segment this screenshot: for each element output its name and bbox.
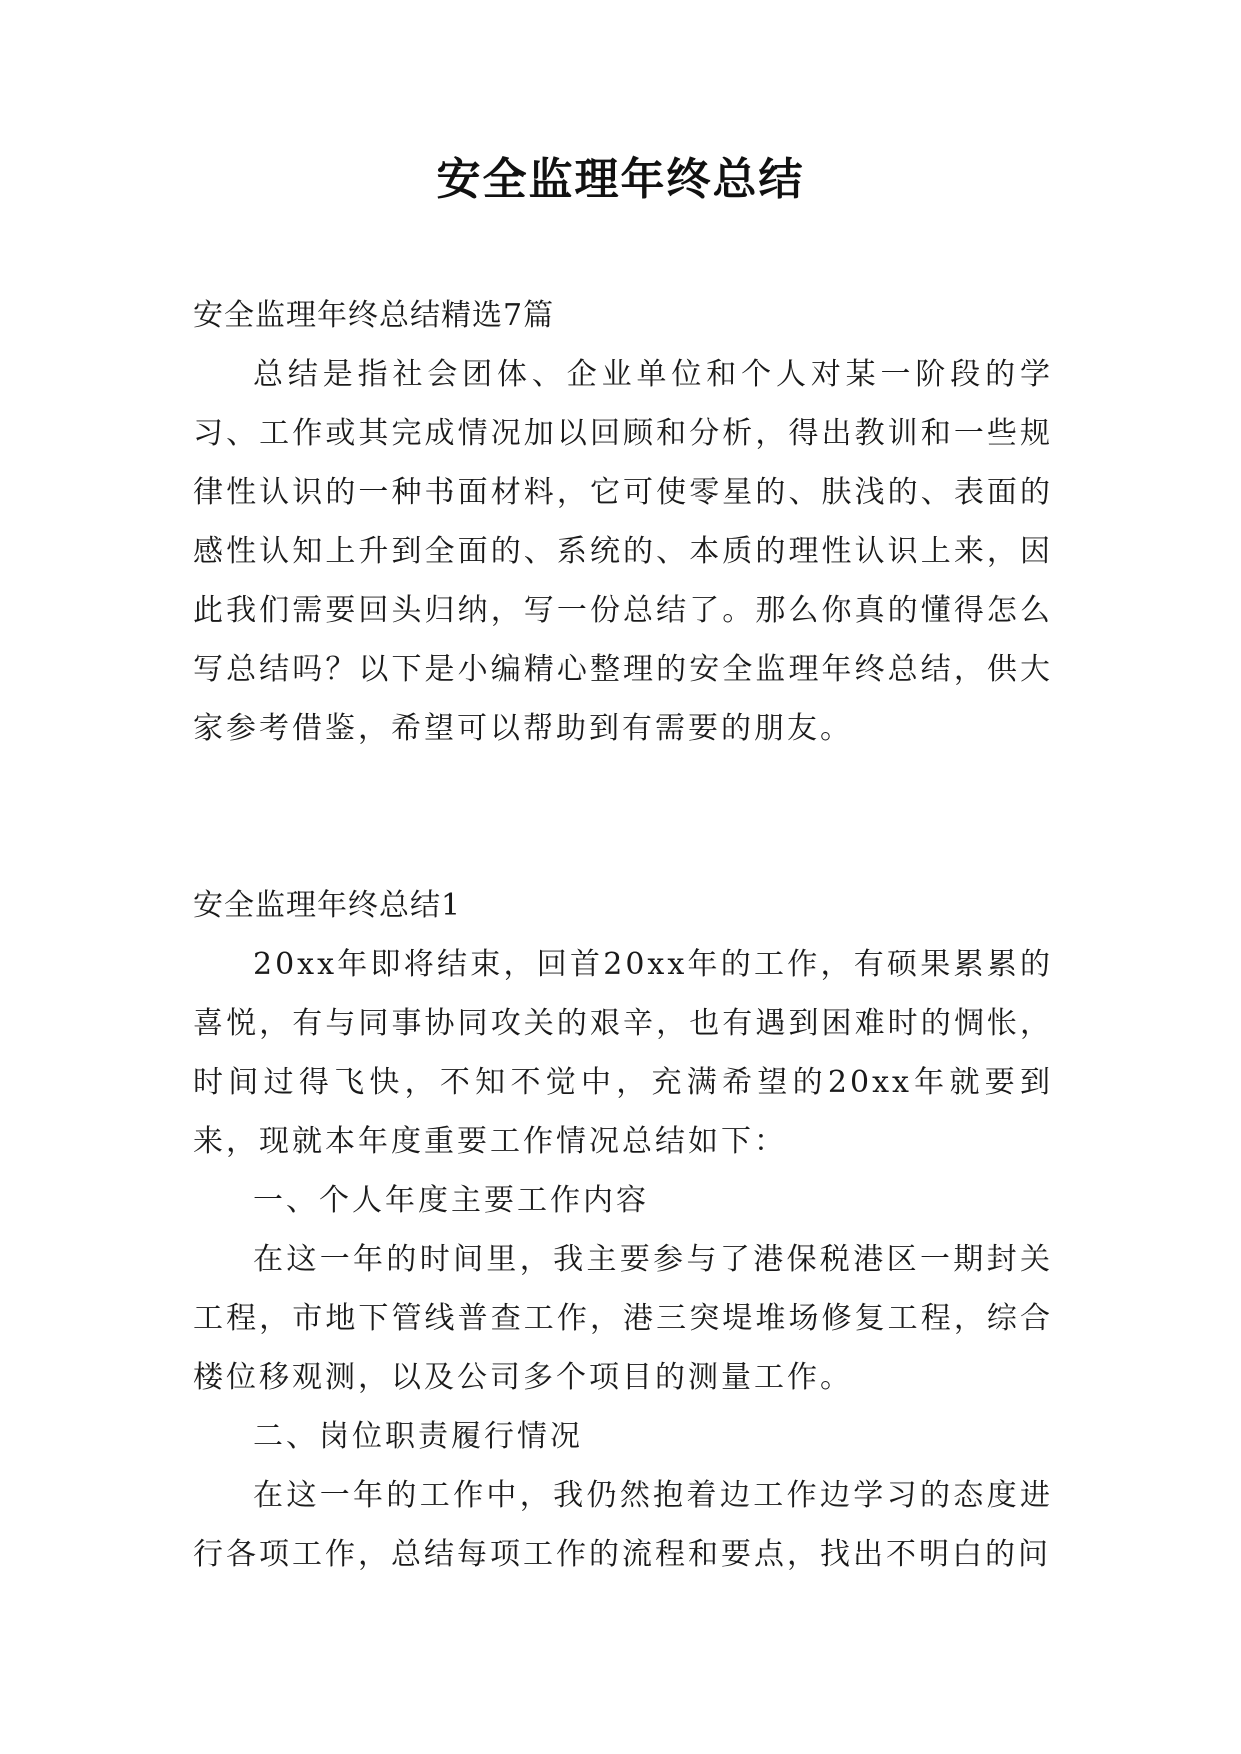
- section-1-paragraph-1: 20xx年即将结束，回首20xx年的工作，有硕果累累的喜悦，有与同事协同攻关的艰辛，也有遇到困难时的惆怅，时间过得飞快，不知不觉中，充满希望的20xx年就要到来，现就本年度重要工作情况总结如下：: [193, 947, 1053, 1159]
- section-1-paragraph-3: 在这一年的工作中，我仍然抱着边工作边学习的态度进行各项工作，总结每项工作的流程和要点，找出不明白的问: [193, 1478, 1053, 1572]
- intro-paragraph: 总结是指社会团体、企业单位和个人对某一阶段的学习、工作或其完成情况加以回顾和分析，得出教训和一些规律性认识的一种书面材料，它可使零星的、肤浅的、表面的感性认知上升到全面的、系统的、本质的理性认识上来，因此我们需要回头归纳，写一份总结了。那么你真的懂得怎么写总结吗？以下是小编精心整理的安全监理年终总结，供大家参考借鉴，希望可以帮助到有需要的朋友。: [193, 357, 1053, 746]
- section-1-subheading-2: 二、岗位职责履行情况: [253, 1419, 583, 1454]
- section-1-subheading-1: 一、个人年度主要工作内容: [253, 1183, 649, 1218]
- section-1-heading: 安全监理年终总结1: [193, 888, 462, 923]
- intro-heading: 安全监理年终总结精选7篇: [193, 298, 555, 333]
- document-body: [193, 286, 1053, 1584]
- section-spacer: [193, 758, 1053, 876]
- section-1-paragraph-2: 在这一年的时间里，我主要参与了港保税港区一期封关工程，市地下管线普查工作，港三突堤堆场修复工程，综合楼位移观测，以及公司多个项目的测量工作。: [193, 1242, 1053, 1395]
- page-title: 安全监理年终总结: [436, 154, 805, 205]
